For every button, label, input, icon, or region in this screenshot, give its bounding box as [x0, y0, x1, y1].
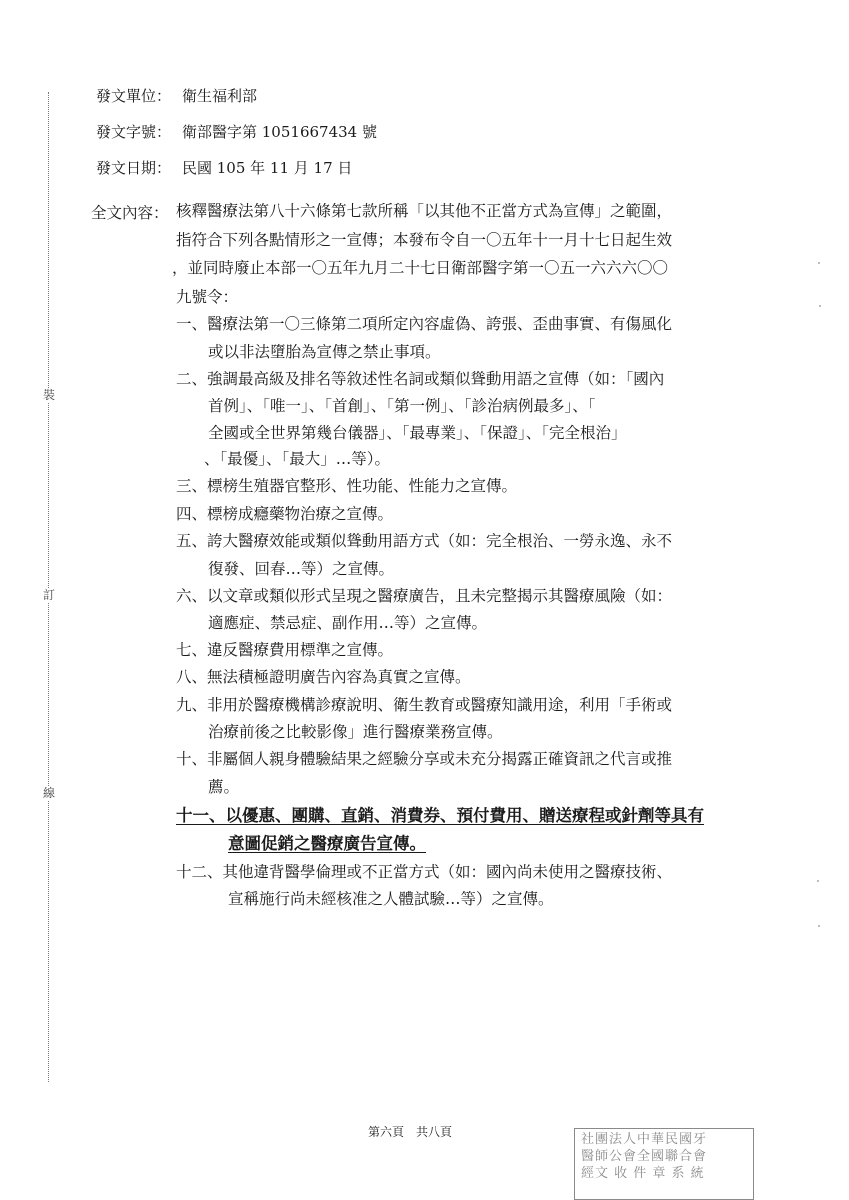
intro-line: ，並同時廢止本部一〇五年九月二十七日衛部醫字第一〇五一六六六〇〇 — [172, 259, 669, 277]
list-item-1-cont: 或以非法墮胎為宣傳之禁止事項。 — [208, 343, 441, 361]
list-item-2: 二、強調最高級及排名等敘述性名詞或類似聳動用語之宣傳（如：「國內 — [176, 370, 665, 388]
scan-speck — [817, 880, 819, 882]
stamp-line: 經文 收 件 章 系 統 — [581, 1166, 705, 1181]
issue-date-value: 民國 105 年 11 月 17 日 — [182, 159, 353, 177]
list-item-2-cont: 全國或全世界第幾台儀器」、「最專業」、「保證」、「完全根治」 — [208, 424, 627, 442]
issue-date-row — [96, 158, 352, 178]
list-item-4: 四、標榜成癮藥物治療之宣傳。 — [176, 505, 394, 523]
list-item-10-cont: 薦。 — [208, 778, 240, 796]
binding-mark-zhuang: 裝 — [43, 388, 56, 402]
list-item-3: 三、標榜生殖器官整形、性功能、性能力之宣傳。 — [176, 477, 518, 495]
list-item-10: 十、非屬個人親身體驗結果之經驗分享或未充分揭露正確資訊之代言或推 — [176, 750, 673, 768]
stamp-line: 醫師公會全國聯合會 — [581, 1149, 708, 1164]
document-number-row — [96, 122, 377, 142]
scan-speck — [818, 925, 820, 927]
issuing-unit-label: 發文單位： — [96, 87, 172, 105]
list-item-6-cont: 適應症、禁忌症、副作用…等）之宣傳。 — [208, 614, 488, 632]
list-item-5: 五、誇大醫療效能或類似聳動用語方式（如：完全根治、一勞永逸、永不 — [176, 532, 673, 550]
list-item-2-cont: 、「最優」、「最大」…等）。 — [204, 450, 391, 468]
list-item-9: 九、非用於醫療機構診療說明、衛生教育或醫療知識用途，利用「手術或 — [176, 696, 673, 714]
list-item-6: 六、以文章或類似形式呈現之醫療廣告，且未完整揭示其醫療風險（如： — [176, 587, 673, 605]
list-item-9-cont: 治療前後之比較影像」進行醫療業務宣傳。 — [208, 723, 503, 741]
binding-mark-ding: 訂 — [43, 588, 56, 602]
list-item-1: 一、醫療法第一〇三條第二項所定內容虛偽、誇張、歪曲事實、有傷風化 — [176, 315, 673, 333]
list-item-12: 十二、其他違背醫學倫理或不正當方式（如：國內尚未使用之醫療技術、 — [176, 863, 673, 881]
binding-mark-xian: 線 — [43, 786, 56, 800]
list-item-8: 八、無法積極證明廣告內容為真實之宣傳。 — [176, 668, 471, 686]
list-item-12-cont: 宣稱施行尚未經核准之人體試驗…等）之宣傳。 — [228, 890, 554, 908]
document-number-label: 發文字號： — [96, 123, 172, 141]
document-number-value: 衛部醫字第 1051667434 號 — [182, 123, 377, 141]
list-item-11: 十一、以優惠、團購、直銷、消費券、預付費用、贈送療程或針劑等具有 — [176, 806, 704, 825]
content-label: 全文內容： — [91, 204, 169, 222]
scan-speck — [819, 305, 821, 307]
binding-dotted-line — [48, 92, 49, 1082]
list-item-11-cont: 意圖促銷之醫療廣告宣傳。 — [228, 834, 426, 853]
intro-line: 核釋醫療法第八十六條第七款所稱「以其他不正當方式為宣傳」之範圍， — [176, 202, 673, 220]
intro-line: 九號令： — [176, 288, 239, 306]
list-item-5-cont: 復發、回春…等）之宣傳。 — [208, 560, 395, 578]
issue-date-label: 發文日期： — [96, 159, 172, 177]
issuing-unit-value: 衛生福利部 — [182, 87, 258, 105]
intro-line: 指符合下列各點情形之一宣傳；本發布令自一〇五年十一月十七日起生效 — [176, 231, 673, 249]
scan-speck — [818, 262, 820, 264]
stamp-line: 社團法人中華民國牙 — [581, 1132, 708, 1147]
receipt-stamp — [574, 1128, 754, 1200]
page-number: 第六頁 共八頁 — [368, 1125, 453, 1139]
list-item-7: 七、違反醫療費用標準之宣傳。 — [176, 641, 394, 659]
issuing-unit-row — [96, 86, 257, 106]
list-item-2-cont: 首例」、「唯一」、「首創」、「第一例」、「診治病例最多」、「 — [208, 397, 596, 415]
